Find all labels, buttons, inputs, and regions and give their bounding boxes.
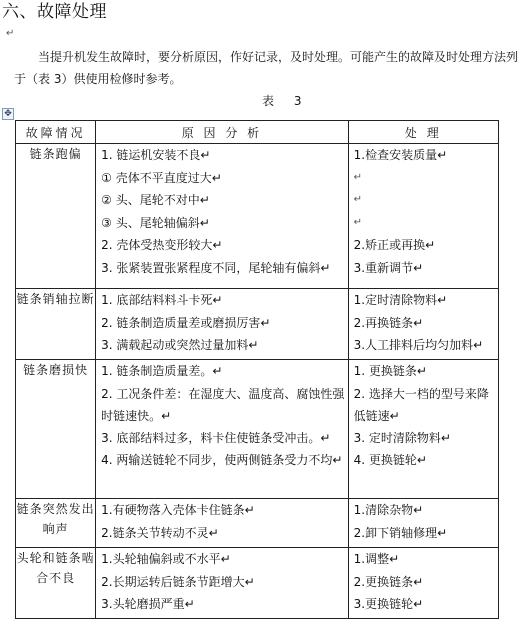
table-header-row	[16, 121, 499, 144]
intro-paragraph: 当提升机发生故障时，要分析原因，作好记录，及时处理。可能产生的故障及时处理方法列于（表 3）供使用检修时参考。	[14, 50, 519, 86]
paragraph-mark: ↵	[6, 28, 15, 39]
fix-line: 2.更换链条↵	[353, 574, 424, 589]
table-row	[16, 289, 499, 360]
fix-line: 1.调整↵	[353, 552, 400, 566]
cause-line: ② 头、尾轮不对中↵	[101, 193, 210, 207]
fix-line: ↵	[353, 194, 363, 205]
table-row	[16, 548, 499, 619]
cause-cell	[96, 144, 349, 289]
fix-line: 4. 更换链轮↵	[353, 453, 427, 467]
cause-line: 2. 链条制造质量差或磨损厉害↵	[101, 315, 271, 330]
fault-cell: 头轮和链条啮合不良	[16, 548, 96, 619]
fault-cell: 链条磨损快	[16, 360, 96, 499]
fix-cell	[348, 360, 498, 499]
cause-line: 1.有硬物落入壳体卡住链条↵	[101, 503, 255, 517]
cause-line: 1. 链运机安装不良↵	[101, 148, 211, 162]
fix-line: ↵	[353, 216, 363, 228]
cause-line: 3.头轮磨损严重↵	[101, 597, 195, 611]
table-move-handle-icon[interactable]: ✥	[2, 108, 14, 120]
fault-cell: 链条跑偏	[16, 144, 96, 289]
fix-cell	[348, 289, 498, 360]
fix-line: 2.卸下销轴修理↵	[353, 525, 448, 540]
fix-line: 1.定时清除物料↵	[353, 293, 448, 307]
cause-cell	[96, 360, 349, 499]
cause-line: 2. 工况条件差：在湿度大、温度高、腐蚀性强时链速快。↵	[101, 386, 345, 423]
cause-line: 1. 链条制造质量差。↵	[101, 364, 223, 378]
cause-line: 4. 两输送链轮不同步，使两侧链条受力不均↵	[101, 453, 343, 467]
fix-cell	[348, 499, 498, 548]
header-fix: 处 理	[348, 121, 498, 144]
fault-table	[15, 120, 499, 619]
fix-cell	[348, 144, 498, 289]
fix-line: 3. 定时清除物料↵	[353, 430, 451, 445]
fix-line: 3.重新调节↵	[353, 260, 424, 275]
cause-line: 2.链条关节转动不灵↵	[101, 525, 219, 540]
cause-cell	[96, 548, 349, 619]
fix-line: 1.检查安装质量↵	[353, 148, 448, 162]
cause-line: 3. 底部结料过多，料卡住使链条受冲击。↵	[101, 430, 331, 445]
fix-cell	[348, 548, 498, 619]
cause-line: ③ 头、尾轮轴偏斜↵	[101, 215, 210, 230]
cause-line: 3. 满载起动或突然过量加料↵	[101, 338, 259, 352]
cause-line: 3. 张紧装置张紧程度不同，尾轮轴有偏斜↵	[101, 260, 331, 275]
cause-cell	[96, 289, 349, 360]
header-fault: 故障情况	[16, 121, 96, 144]
fix-line: 1. 更换链条↵	[353, 364, 427, 378]
fault-cell: 链条突然发出响声	[16, 499, 96, 548]
cause-line: 1.头轮轴偏斜或不水平↵	[101, 552, 231, 566]
cause-line: 2.长期运转后链条节距增大↵	[101, 574, 255, 589]
cause-line: 2. 壳体受热变形较大↵	[101, 238, 223, 252]
fix-line: 3.更换链轮↵	[353, 597, 424, 611]
section-heading: 六、故障处理	[2, 2, 107, 22]
cause-line: 1. 底部结料料斗卡死↵	[101, 293, 223, 307]
cause-line: ① 壳体不平直度过大↵	[101, 170, 222, 185]
header-cause: 原 因 分 析	[96, 121, 349, 144]
table-row	[16, 144, 499, 289]
table-row	[16, 499, 499, 548]
fix-line: 1.清除杂物↵	[353, 503, 424, 517]
fix-line: 2. 选择大一档的型号来降低链速↵	[353, 386, 489, 423]
fix-line: 2.再换链条↵	[353, 315, 424, 330]
fix-line: 2.矫正或再换↵	[353, 238, 436, 252]
table-row	[16, 360, 499, 499]
fix-line: ↵	[353, 171, 363, 183]
fault-cell: 链条销轴拉断	[16, 289, 96, 360]
fix-line: 3.人工排料后均匀加料↵	[353, 338, 484, 352]
cause-cell	[96, 499, 349, 548]
table-caption: 表 3	[262, 94, 310, 108]
